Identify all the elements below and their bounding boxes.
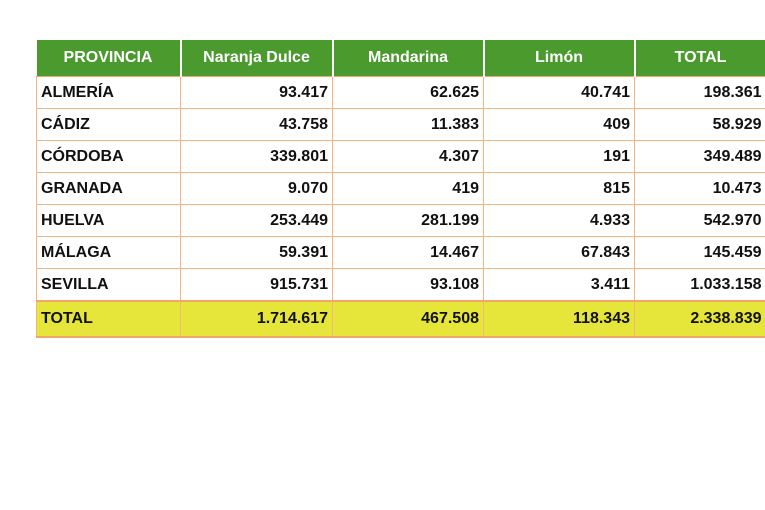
header-naranja-dulce: Naranja Dulce [181, 40, 333, 77]
mandarina-value: 62.625 [333, 77, 484, 109]
total-label: TOTAL [37, 301, 181, 337]
naranja-value: 339.801 [181, 141, 333, 173]
naranja-value: 253.449 [181, 205, 333, 237]
table-row [37, 141, 765, 173]
row-total-value: 349.489 [635, 141, 765, 173]
naranja-value: 43.758 [181, 109, 333, 141]
mandarina-value: 14.467 [333, 237, 484, 269]
province-name: ALMERÍA [37, 77, 181, 109]
table-row [37, 205, 765, 237]
table-row [37, 237, 765, 269]
limon-value: 67.843 [484, 237, 635, 269]
province-name: MÁLAGA [37, 237, 181, 269]
header-mandarina: Mandarina [333, 40, 484, 77]
province-name: CÁDIZ [37, 109, 181, 141]
header-total: TOTAL [635, 40, 765, 77]
mandarina-value: 11.383 [333, 109, 484, 141]
row-total-value: 198.361 [635, 77, 765, 109]
citrus-production-table [36, 40, 765, 338]
province-name: GRANADA [37, 173, 181, 205]
header-row [37, 40, 765, 77]
naranja-value: 9.070 [181, 173, 333, 205]
total-naranja-value: 1.714.617 [181, 301, 333, 337]
mandarina-value: 419 [333, 173, 484, 205]
naranja-value: 915.731 [181, 269, 333, 302]
mandarina-value: 93.108 [333, 269, 484, 302]
limon-value: 4.933 [484, 205, 635, 237]
mandarina-value: 4.307 [333, 141, 484, 173]
limon-value: 40.741 [484, 77, 635, 109]
table-row [37, 269, 765, 302]
total-limon-value: 118.343 [484, 301, 635, 337]
limon-value: 409 [484, 109, 635, 141]
table-row [37, 77, 765, 109]
naranja-value: 93.417 [181, 77, 333, 109]
province-name: HUELVA [37, 205, 181, 237]
naranja-value: 59.391 [181, 237, 333, 269]
mandarina-value: 281.199 [333, 205, 484, 237]
row-total-value: 145.459 [635, 237, 765, 269]
province-name: CÓRDOBA [37, 141, 181, 173]
limon-value: 815 [484, 173, 635, 205]
grand-total-value: 2.338.839 [635, 301, 765, 337]
table-row [37, 109, 765, 141]
province-name: SEVILLA [37, 269, 181, 302]
limon-value: 191 [484, 141, 635, 173]
row-total-value: 1.033.158 [635, 269, 765, 302]
row-total-value: 542.970 [635, 205, 765, 237]
total-mandarina-value: 467.508 [333, 301, 484, 337]
total-row [37, 301, 765, 337]
row-total-value: 10.473 [635, 173, 765, 205]
header-limon: Limón [484, 40, 635, 77]
header-provincia: PROVINCIA [37, 40, 181, 77]
limon-value: 3.411 [484, 269, 635, 302]
row-total-value: 58.929 [635, 109, 765, 141]
table-row [37, 173, 765, 205]
